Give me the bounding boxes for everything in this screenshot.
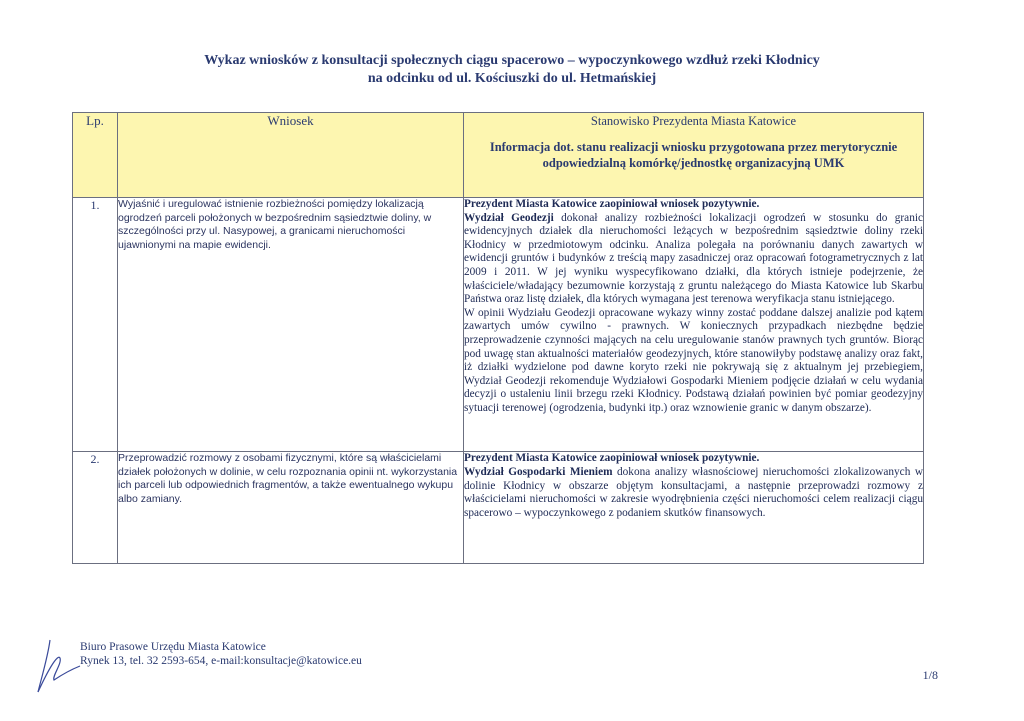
position-cell [464, 452, 924, 564]
position-cell [464, 198, 924, 452]
footer-office: Biuro Prasowe Urzędu Miasta Katowice [80, 641, 266, 653]
row-number: 2. [73, 452, 118, 564]
position-text: dokonał analizy rozbieżności lokalizacji ogrodzeń w stosunku do granic ewidencyjnych działek dla nieruchomości leżących w bezpośrednim sąsiedztwie doliny rzeki Kłodnicy w przedmiotowym odcinku. Analiza polegała na porównaniu danych zawartych w ewidencji gruntów i budynków z treścią mapy zasadniczej oraz opracowań fotogrametrycznych z lat 2009 i 2011. W jej wyniku wyspecyfikowano działki, dla których istnieje podejrzenie, że właściciele/władający bezumownie korzystają z gruntu należącego do Miasta Katowice lub Skarbu Państwa oraz listę działek, dla których wymagana jest terenowa weryfikacja stanu istniejącego. [464, 211, 923, 306]
table-row [73, 198, 924, 452]
page-title [0, 52, 1024, 88]
department-name: Wydział Gospodarki Mieniem [464, 465, 613, 478]
footer-contact: Rynek 13, tel. 32 2593-654, e-mail:konsultacje@katowice.eu [80, 655, 362, 667]
title-line-1: Wykaz wniosków z konsultacji społecznych ciągu spacerowo – wypoczynkowego wzdłuż rzeki Kłodnicy [204, 53, 820, 68]
header-stanowisko-label: Stanowisko Prezydenta Miasta Katowice [590, 114, 797, 128]
department-name: Wydział Geodezji [464, 211, 554, 224]
position-text: dokona analizy własnościowej nieruchomości zlokalizowanych w dolinie Kłodnicy w obszarze objętym konsultacjami, a następnie przeprowadzi rozmowy z właścicielami nieruchomości w zakresie wyodrębnienia części nieruchomości celem realizacji ciągu spacerowo – wypoczynkowego z podaniem skutków finansowych. [464, 465, 923, 519]
table-header-row [73, 113, 924, 198]
position-heading: Prezydent Miasta Katowice zaopiniował wniosek pozytywnie. [464, 198, 760, 210]
footer [80, 640, 362, 668]
column-header-stanowisko [464, 113, 924, 198]
position-heading: Prezydent Miasta Katowice zaopiniował wniosek pozytywnie. [464, 452, 760, 465]
table-row [73, 452, 924, 564]
position-text-continued: W opinii Wydziału Geodezji opracowane wykazy winny zostać poddane dalszej analizie pod kątem zawartych umów cywilno - prawnych. W koniecznych przypadkach niezbędne będzie przeprowadzenie czynności mających na celu uregulowanie stanów prawnych tych gruntów. Biorąc pod uwagę stan aktualności materiałów geodezyjnych, które stanowiłyby podstawę analizy oraz fakt, iż działki wydzielone pod dawne koryto rzeki nie pokrywają się z aktualnym jej przebiegiem, Wydział Geodezji rekomenduje Wydziałowi Gospodarki Mieniem podjęcie działań w celu wydania decyzji o ustaleniu linii brzegu rzeki Kłodnicy. Podstawą działań powinien być pomiar geodezyjny sytuacji terenowej (ogrodzenia, budynki itp.) oraz wznowienie granic w danym obszarze). [464, 306, 923, 414]
signature-mark [30, 636, 82, 694]
title-line-2: na odcinku od ul. Kościuszki do ul. Hetmańskiej [367, 71, 657, 86]
column-header-wniosek: Wniosek [118, 113, 464, 198]
column-header-lp: Lp. [73, 113, 118, 198]
proposals-table [72, 112, 924, 564]
header-informacja-label: Informacja dot. stanu realizacji wniosku przygotowana przez merytorycznie odpowiedzialną komórkę/jednostkę organizacyjną UMK [489, 140, 898, 170]
page-number: 1/8 [922, 668, 938, 682]
row-number: 1. [73, 198, 118, 452]
proposal-text: Przeprowadzić rozmowy z osobami fizycznymi, które są właścicielami działek położonych w dolinie, w celu rozpoznania opinii nt. wykorzystania ich parceli lub odpowiednich fragmentów, a także ewentualnego wykupu albo zamiany. [118, 452, 464, 564]
proposal-text: Wyjaśnić i uregulować istnienie rozbieżności pomiędzy lokalizacją ogrodzeń parceli położonych w bezpośrednim sąsiedztwie doliny, w szczególności przy ul. Nasypowej, a granicami nieruchomości ujawnionymi na mapie ewidencji. [118, 198, 464, 452]
